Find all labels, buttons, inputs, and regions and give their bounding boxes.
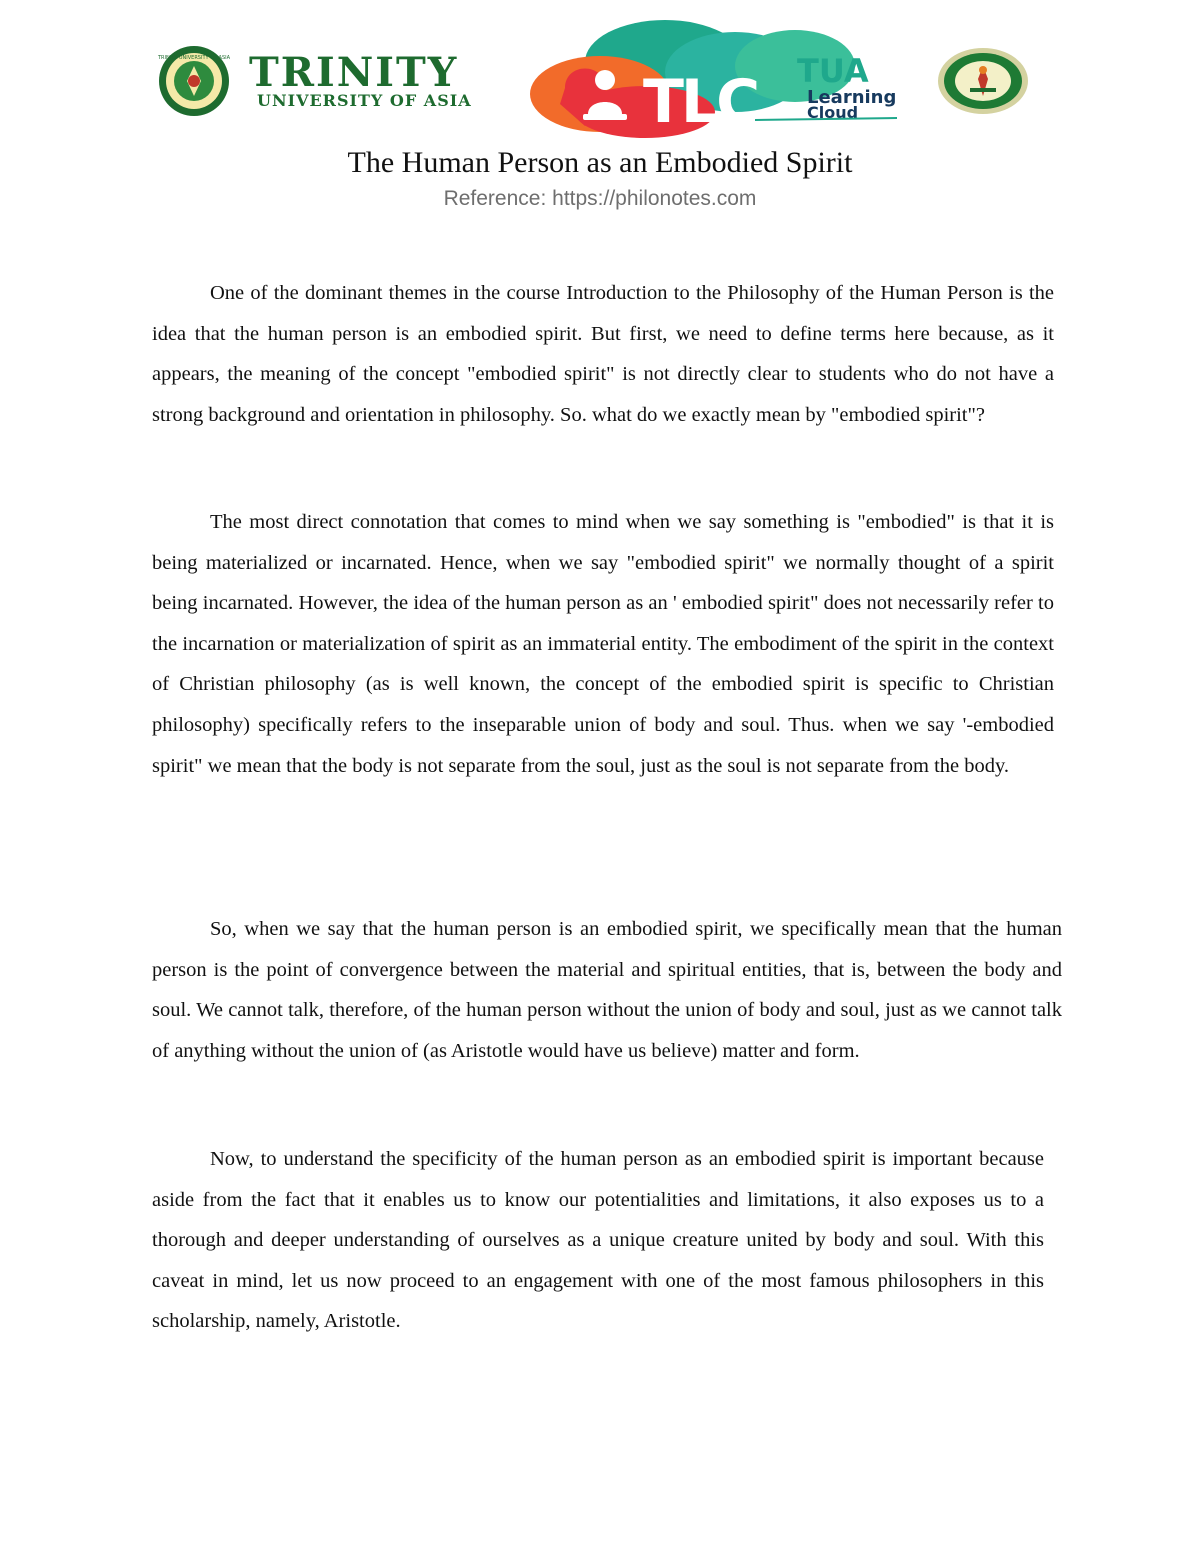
paragraph-4-text: Now, to understand the specificity of the human person as an embodied spirit is important because aside from the fact that it enables us to know our potentialities and limitations, it also exposes us to a thorough and deeper understanding of ourselves as a unique creature united by body and soul. With this caveat in mind, let us now proceed to an engagement with one of the most famous philosophers in this scholarship, namely, Aristotle. [152,1148,1044,1333]
paragraph-1 [152,273,1054,435]
paragraph-2-text: The most direct connotation that comes to mind when we say something is "embodied" is that it is being materialized or incarnated. Hence, when we say "embodied spirit" we normally thought of a spirit being incarnated. However, the idea of the human person as an ' embodied spirit" does not necessarily refer to the incarnation or materialization of spirit as an immaterial entity. The embodiment of the spirit in the context of Christian philosophy (as is well known, the concept of the embodied spirit is specific to Christian philosophy) specifically refers to the inseparable union of body and soul. Thus. when we say '-embodied spirit" we mean that the body is not separate from the soul, just as the soul is not separate from the body. [152,511,1054,777]
paragraph-3 [152,909,1062,1071]
tlc-mark: TLC [643,67,758,137]
paragraph-2 [152,502,1054,786]
tlc-brand: TUA [797,52,869,90]
university-name-line1: TRINITY [249,49,459,96]
paragraph-1-text: One of the dominant themes in the course Introduction to the Philosophy of the Human Person is the idea that the human person is an embodied spirit. But first, we need to define terms here because, as it appears, the meaning of the concept "embodied spirit" is not directly clear to students who do not have a strong background and orientation in philosophy. So. what do we exactly mean by "embodied spirit"? [152,282,1054,426]
seal-text: TRINITY UNIVERSITY OF ASIA [157,55,231,61]
paragraph-3-text: So, when we say that the human person is an embodied spirit, we specifically mean that the human person is the point of convergence between the material and spiritual entities, that is, between the body and soul. We cannot talk, therefore, of the human person without the union of body and soul, just as we cannot talk of anything without the union of (as Aristotle would have us believe) matter and form. [152,918,1062,1062]
trinity-university-logo [157,44,502,118]
paragraph-4 [152,1139,1044,1342]
university-seal-icon [157,46,231,116]
university-name-line2: UNIVERSITY OF ASIA [257,91,472,110]
tua-learning-cloud-logo [525,14,910,139]
college-seal-icon [936,46,1030,116]
tlc-line2: Cloud [807,103,859,122]
tlc-line1: Learning [807,87,897,108]
document-title: The Human Person as an Embodied Spirit [347,146,853,179]
reference-line: Reference: https://philonotes.com [443,187,757,210]
